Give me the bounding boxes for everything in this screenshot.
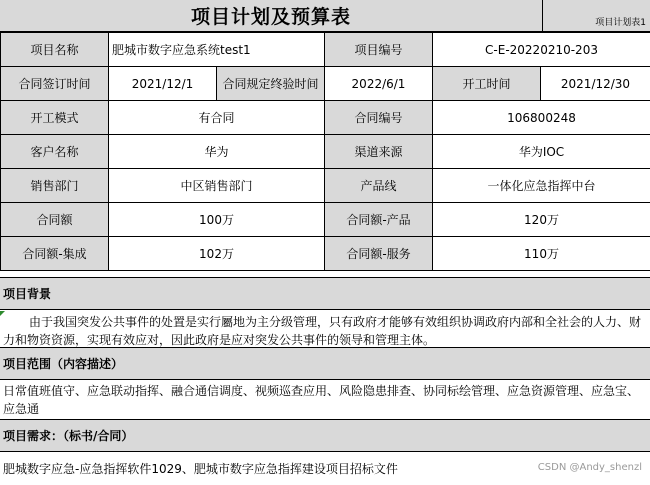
value-contract-amount-service[interactable]: 110万: [433, 237, 650, 271]
value-project-name[interactable]: 肥城市数字应急系统test1: [109, 33, 325, 67]
table-row: [1, 237, 650, 271]
label-final-acceptance-date: 合同规定终验时间: [217, 67, 325, 101]
value-channel-source[interactable]: 华为IOC: [433, 135, 650, 169]
value-start-date[interactable]: 2021/12/30: [541, 67, 650, 101]
value-start-mode[interactable]: 有合同: [109, 101, 325, 135]
label-contract-amount-service: 合同额-服务: [325, 237, 433, 271]
title-bar: [0, 0, 650, 32]
table-row: [1, 169, 650, 203]
label-project-number: 项目编号: [325, 33, 433, 67]
table-row: [1, 203, 650, 237]
section-header-scope: 项目范围（内容描述）: [0, 347, 650, 380]
value-contract-sign-date[interactable]: 2021/12/1: [109, 67, 217, 101]
table-row: [1, 135, 650, 169]
watermark: CSDN @Andy_shenzl: [537, 462, 642, 473]
section-text-requirement[interactable]: 肥城数字应急-应急指挥软件1029、肥城市数字应急指挥建设项目招标文件: [3, 462, 398, 476]
label-project-name: 项目名称: [1, 33, 109, 67]
label-contract-amount-integration: 合同额-集成: [1, 237, 109, 271]
section-text-background[interactable]: 由于我国突发公共事件的处置是实行屬地为主分级管理，只有政府才能够有效组织协调政府内部和全社会的人力、财力和物资资源，实现有效应对，因此政府是应对突发公共事件的领导和管理主体。: [3, 315, 642, 347]
label-start-mode: 开工模式: [1, 101, 109, 135]
label-customer-name: 客户名称: [1, 135, 109, 169]
value-product-line[interactable]: 一体化应急指挥中台: [433, 169, 650, 203]
label-contract-amount-product: 合同额-产品: [325, 203, 433, 237]
label-start-date: 开工时间: [433, 67, 541, 101]
label-contract-amount: 合同额: [1, 203, 109, 237]
table-row: [1, 101, 650, 135]
table-row: [1, 67, 650, 101]
table-row: [1, 33, 650, 67]
value-contract-amount[interactable]: 100万: [109, 203, 325, 237]
label-channel-source: 渠道来源: [325, 135, 433, 169]
label-contract-number: 合同编号: [325, 101, 433, 135]
label-contract-sign-date: 合同签订时间: [1, 67, 109, 101]
value-contract-amount-integration[interactable]: 102万: [109, 237, 325, 271]
value-contract-number[interactable]: 106800248: [433, 101, 650, 135]
section-text-scope[interactable]: 日常值班值守、应急联动指挥、融合通信调度、视频巡查应用、风险隐患排查、协同标绘管理、应急资源管理、应急宝、应急通: [3, 384, 640, 416]
value-contract-amount-product[interactable]: 120万: [433, 203, 650, 237]
value-final-acceptance-date[interactable]: 2022/6/1: [325, 67, 433, 101]
section-header-requirement: 项目需求：（标书/合同）: [0, 419, 650, 452]
sheet-tab-label: 项目计划表1: [542, 0, 650, 31]
info-table: [0, 32, 650, 271]
label-product-line: 产品线: [325, 169, 433, 203]
value-customer-name[interactable]: 华为: [109, 135, 325, 169]
value-sales-dept[interactable]: 中区销售部门: [109, 169, 325, 203]
value-project-number[interactable]: C-E-20220210-203: [433, 33, 650, 67]
sheet-title: 项目计划及预算表: [190, 6, 351, 28]
section-header-background: 项目背景: [0, 277, 650, 310]
label-sales-dept: 销售部门: [1, 169, 109, 203]
